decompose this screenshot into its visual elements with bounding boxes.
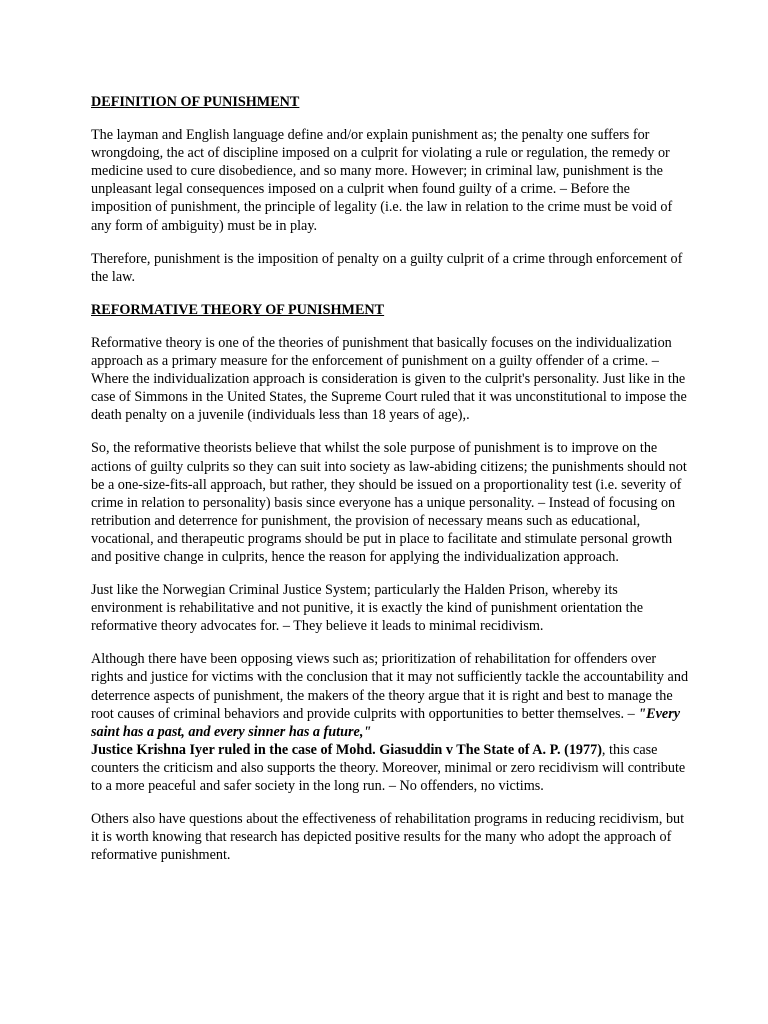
opposing-views-continuation: , this case counters the criticism and also supports the theory. Moreover, minimal or zero recidivism will contribute to a more peaceful and safer society in the long run. – No offenders, no victims.: [91, 741, 686, 794]
paragraph-effectiveness: Others also have questions about the effectiveness of rehabilitation programs in reducing recidivism, but it is worth knowing that research has depicted positive results for the many who adopt the approach of reformative punishment.: [91, 811, 685, 864]
opposing-views-text: Although there have been opposing views such as; prioritization of rehabilitation for offenders over rights and justice for victims with the conclusion that it may not sufficiently tackle the accountability and deterrence aspects of punishment, the makers of the theory argue that it is right and best to manage the root causes of criminal behaviors and provide culprits with opportunities to better themselves. –: [91, 651, 689, 722]
paragraph-norwegian-system: Just like the Norwegian Criminal Justice System; particularly the Halden Prison, whereby its environment is rehabilitative and not punitive, it is exactly the kind of punishment orientation the reformative theory advocates for. – They believe it leads to minimal recidivism.: [91, 582, 644, 635]
paragraph-opposing-views: [91, 650, 691, 795]
paragraph-reformative-theorists: So, the reformative theorists believe that whilst the sole purpose of punishment is to improve on the actions of guilty culprits so they can suit into society as law-abiding citizens; the punishments should not be a one-size-fits-all approach, but rather, they should be issued on a proportionality test (i.e. severity of crime in relation to personality) basis since everyone has a unique personality. – Instead of focusing on retribution and deterrence for punishment, the provision of necessary means such as educational, vocational, and therapeutic programs should be put in place to facilitate and stimulate personal growth and positive change in culprits, hence the reason for applying the individualization approach.: [91, 440, 687, 565]
case-citation: Justice Krishna Iyer ruled in the case of Mohd. Giasuddin v The State of A. P. (1977): [91, 741, 602, 758]
section-heading-definition: DEFINITION OF PUNISHMENT: [91, 94, 300, 110]
paragraph-reformative-intro: Reformative theory is one of the theories of punishment that basically focuses on the individualization approach as a primary measure for the enforcement of punishment on a guilty offender of a crime. – Where the individualization approach is consideration is given to the culprit's personality. Just like in the case of Simmons in the United States, the Supreme Court ruled that it was unconstitutional to impose the death penalty on a juvenile (individuals less than 18 years of age),.: [91, 334, 687, 424]
document-page: [91, 93, 691, 879]
paragraph-conclusion: Therefore, punishment is the imposition of penalty on a guilty culprit of a crime through enforcement of the law.: [91, 250, 683, 285]
section-heading-reformative: REFORMATIVE THEORY OF PUNISHMENT: [91, 301, 385, 318]
paragraph-definition: The layman and English language define and/or explain punishment as; the penalty one suffers for wrongdoing, the act of discipline imposed on a culprit for violating a rule or regulation, the remedy or medicine used to cure disobedience, and so many more. However; in criminal law, punishment is the unpleasant legal consequences imposed on a culprit when found guilty of a crime. – Before the imposition of punishment, the principle of legality (i.e. the law in relation to the crime must be void of any form of ambiguity) must be in play.: [91, 127, 673, 234]
quote-text: "Every saint has a past, and every sinner has a future,": [91, 705, 681, 740]
